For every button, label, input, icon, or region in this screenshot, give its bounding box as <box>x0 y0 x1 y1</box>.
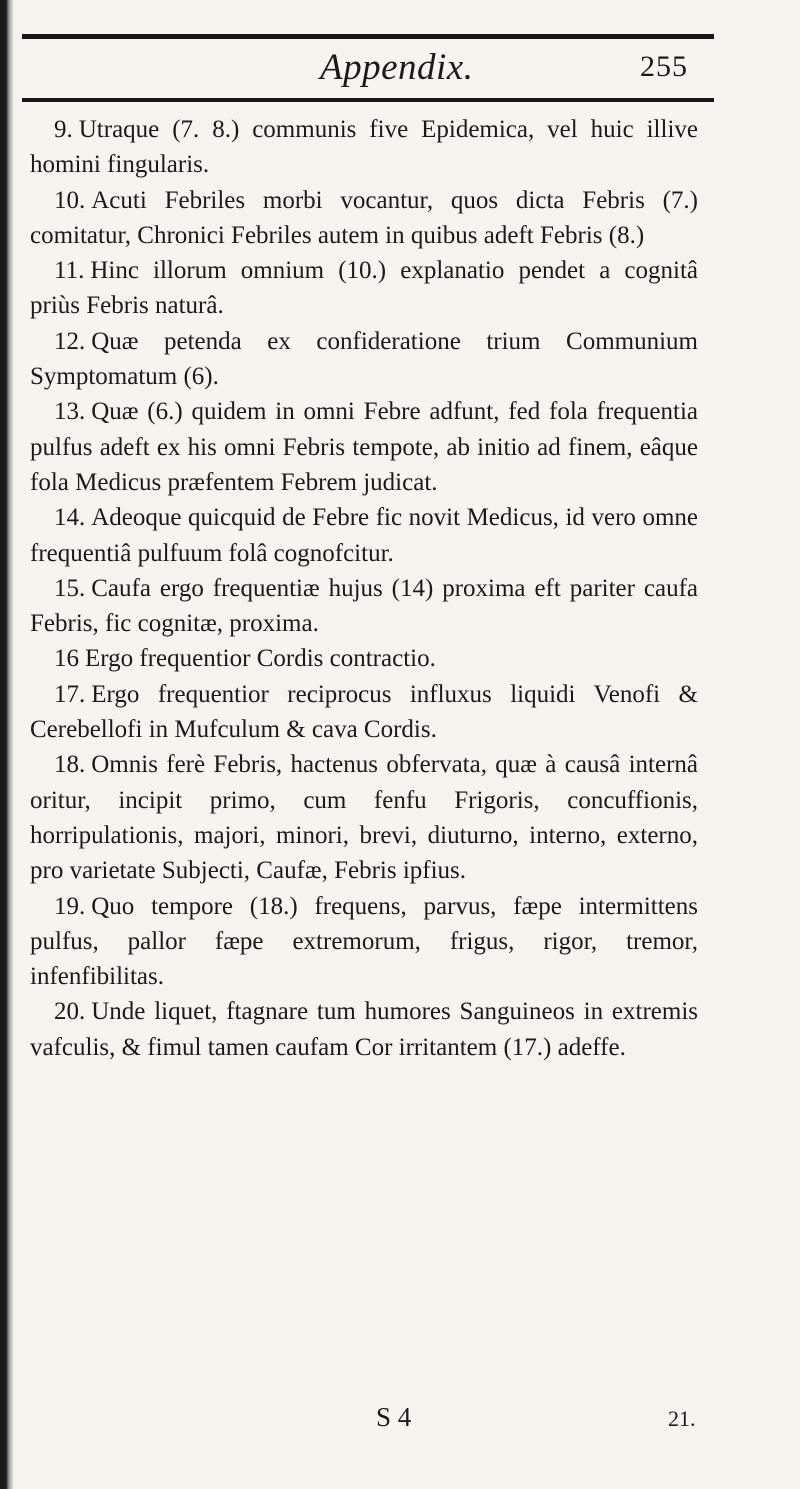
signature-mark: S 4 <box>376 1402 412 1432</box>
paragraph-10 <box>30 183 698 254</box>
paragraph-text: Quo tempore (18.) frequens, parvus, fæpe intermittens pulfus, pallor fæpe extremorum, frigus, rigor, tremor, infenfibilitas. <box>30 892 698 991</box>
paragraph-number: 10. <box>54 186 86 214</box>
paragraph-number: 13. <box>54 398 86 426</box>
paragraph-number: 9. <box>54 116 73 143</box>
paragraph-text: Acuti Febriles morbi vocantur, quos dicta Febris (7.) comitatur, Chronici Febriles autem in quibus adeft Febris (8.) <box>30 186 698 249</box>
paragraph-text: Ergo frequentior reciprocus influxus liquidi Venofi & Cerebellofi in Mufculum & cava Cordis. <box>30 680 698 744</box>
page-number: 255 <box>640 50 688 83</box>
paragraph-text: Quæ (6.) quidem in omni Febre adfunt, fed fola frequentia pulfus adeft ex his omni Febris tempote, ab initio ad finem, eâque fola Medicus præfentem Febrem judicat. <box>30 398 698 496</box>
paragraph-number: 16 <box>54 645 79 673</box>
body-text <box>30 112 698 1065</box>
paragraph-15 <box>30 571 698 642</box>
paragraph-text: Hinc illorum omnium (10.) explanatio pendet a cognitâ priùs Febris naturâ. <box>30 257 698 320</box>
page-header <box>0 40 800 98</box>
page-footer <box>0 1402 800 1442</box>
paragraph-text: Adeoque quicquid de Febre fic novit Medicus, id vero omne frequentiâ pulfuum folâ cognofcitur. <box>30 504 698 567</box>
paragraph-number: 19. <box>54 892 86 920</box>
paragraph-number: 11. <box>54 257 85 285</box>
paragraph-13 <box>30 394 698 500</box>
paragraph-16 <box>30 641 698 676</box>
paragraph-text: Ergo frequentior Cordis contractio. <box>85 645 436 673</box>
paragraph-12 <box>30 324 698 395</box>
paragraph-number: 20. <box>54 998 86 1026</box>
paragraph-9 <box>30 112 698 183</box>
paragraph-text: Utraque (7. 8.) communis five Epidemica, vel huic illive homini fingularis. <box>30 116 698 179</box>
paragraph-number: 18. <box>54 751 86 779</box>
paragraph-17 <box>30 677 698 748</box>
paragraph-18 <box>30 747 698 888</box>
catchword: 21. <box>668 1406 696 1431</box>
paragraph-text: Quæ petenda ex confideratione trium Communium Symptomatum (6). <box>30 327 698 391</box>
page-binding-edge <box>0 0 14 1489</box>
running-title: Appendix. <box>320 47 474 88</box>
paragraph-number: 17. <box>54 680 86 708</box>
paragraph-number: 15. <box>54 574 86 602</box>
paragraph-19 <box>30 889 698 995</box>
header-top-rule <box>22 34 714 39</box>
paragraph-text: Unde liquet, ftagnare tum humores Sanguineos in extremis vafculis, & fimul tamen caufam Cor irritantem (17.) adeffe. <box>30 998 698 1061</box>
paragraph-text: Omnis ferè Febris, hactenus obfervata, quæ à causâ internâ oritur, incipit primo, cum fenfu Frigoris, concuffionis, horripulationis, majori, minori, brevi, diuturno, interno, externo, pro varietate Subjecti, Caufæ, Febris ipfius. <box>30 751 698 885</box>
paragraph-11 <box>30 253 698 324</box>
paragraph-text: Caufa ergo frequentiæ hujus (14) proxima eft pariter caufa Febris, fic cognitæ, proxima. <box>30 574 698 638</box>
paragraph-20 <box>30 994 698 1065</box>
header-bottom-rule <box>22 98 714 102</box>
paragraph-number: 14. <box>54 504 86 532</box>
paragraph-14 <box>30 500 698 571</box>
paragraph-number: 12. <box>54 327 86 355</box>
